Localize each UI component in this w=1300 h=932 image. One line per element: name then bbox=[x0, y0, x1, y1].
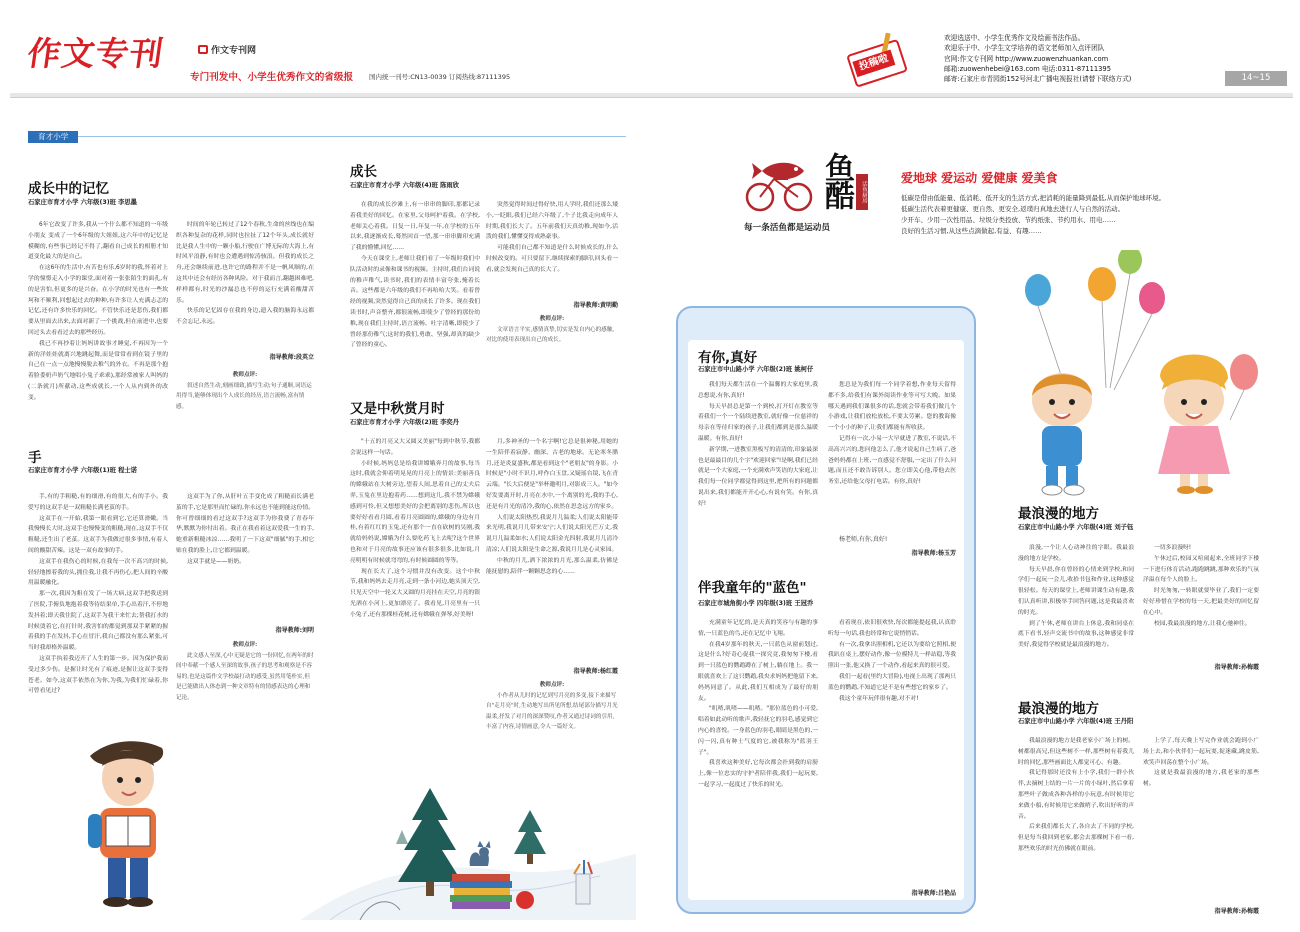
masthead-tagline: 专门刊发中、小学生优秀作文的省级报 bbox=[190, 72, 354, 83]
article-body-col2: 上学了,每天晚上写完作业就会跑到小广场上去,和小伙伴们一起玩耍,捉迷藏,跳皮筋,欢笑声回荡在整个小广场。 这就是我最浪漫的地方,我老家的那些树。 bbox=[1143, 738, 1259, 788]
masthead bbox=[0, 0, 1300, 118]
site-logo: 作文专刊网 bbox=[198, 43, 256, 56]
article-title: 又是中秋赏月时 bbox=[350, 401, 445, 417]
book-icon bbox=[198, 45, 208, 54]
balloon bbox=[1230, 354, 1258, 390]
balloon bbox=[1088, 267, 1116, 301]
ad-brand-seal: 活鱼厨房 bbox=[856, 174, 868, 210]
teacher-comment: 教师点评: 小作者从儿时的记忆到写月亮的多变,接下来描写自"走月亮"时,生动地写出所见所想,结尾部分描写月光温柔,抒发了对月的深深赞叹,作者又通过诗词的引用,丰富了内容,诗情画意,令人一篇好文。 bbox=[486, 682, 618, 731]
teacher-comment: 教师点评: 文章语言平实,感情真挚,切实是发自内心的感触,对比的使用表现出自己的成长。 bbox=[486, 316, 615, 344]
teacher-credit: 指导教师:杨红霞 bbox=[573, 668, 618, 675]
teacher-comment: 教师点评: 叙述自然生动,刻画细致,描写生动;句子通顺,词语运用得当,能够体现出个人成长的经历,语言流畅,富有情感。 bbox=[176, 372, 312, 410]
teacher-credit: 指导教师:刘明 bbox=[275, 627, 314, 634]
article-author: 石家庄市中山路小学 六年级(4)班 刘子钰 bbox=[1018, 524, 1134, 531]
masthead-logo: 作文专刊 bbox=[24, 34, 167, 73]
article-signoff: 杨老师,有你,真好! bbox=[839, 536, 888, 543]
article-body: 充满童年记忆的,是天真的笑容与有趣的事情,一只蓝色的鸟,还在记忆中飞翔。 在我4岁那年的秋天,一只蓝色从窗前划过,这是什么?好奇心促我一探究竟,我匆匆下楼,看到一只蓝色的鹦鹉蹲在了树上,躺在地上。我一眼就喜欢上了这只鹦鹉,我央求妈妈把他留下来,妈妈同意了。从此,我们互相成为了最好的朋友。 "叽喳,叽喳——叽喳。"那位蓝色的小可爱,唱着如此动听的歌声,我轻抚它的羽毛,感觉到它内心的喜悦。一身蓝色的羽毛,眼睛是黑色的,一闪一闪,真有种士气度的它,被我称为"蓝羽王子"。 我喜欢这种美好,它每次都会扑到我的肩膀上,像一位忠实的守护者陪伴我,我们一起玩耍,一起学习,一起度过了快乐的时光。 bbox=[698, 620, 818, 788]
reading-boy-illustration bbox=[80, 716, 180, 916]
article-title: 有你,真好 bbox=[698, 350, 758, 366]
article-body: 我最浪漫的地方是我老家小广场上的树。树都很高兄,但这些树不一样,那些树有着我儿时的回忆,那些画面比人都觉可心、有趣。 我记得那时还没有上小学,我们一群小伙伴,去摘树上结的一片一片的小绿叶,然后拿着那些叶子做成各种各样的小玩意,有时候用它来做小船,有时候用它来做哨子,吹出好听的声音。 后来我们都长大了,各自去了不同的学校,但是每当我回到老家,都会去那棵树下看一看,那些欢乐的时光仿佛就在眼前。 bbox=[1018, 738, 1134, 852]
article-title: 手 bbox=[28, 450, 42, 466]
ad-block bbox=[744, 150, 1259, 246]
article-author: 石家庄市城角街小学 四年级(3)班 王冠乔 bbox=[698, 600, 814, 607]
balloon-kids-illustration bbox=[990, 250, 1270, 498]
article-title: 伴我童年的"蓝色" bbox=[698, 580, 807, 596]
article-title: 最浪漫的地方 bbox=[1018, 701, 1099, 717]
ad-slogan: 每一条活鱼都是运动员 bbox=[744, 223, 830, 233]
article-body-col2: 看着现在,依旧很欢快,每次都能提起我,认真聆听每一句话,我也经常和它说悄悄话。 有一次,我拿出照相机,它还以为要给它照相,便我趴在桌上,摆好动作,像一位模特儿一样站稳,等我照出一张,他又换了一个动作,看起来真的很可爱。 我们一起看(里约大冒险),电视上出现了那两只蓝色的鹦鹉,不知道它是不是有些想它的家乡了。 我这个童年玩伴很有趣,对不对! bbox=[828, 620, 956, 702]
teacher-credit: 指导教师:孙梅霞 bbox=[1214, 908, 1259, 915]
article-author: 石家庄市中山路小学 六年级(2)班 姚柯仔 bbox=[698, 366, 814, 373]
child-left bbox=[1032, 373, 1092, 495]
contact-info: 欢迎选送中、小学生优秀作文及绘画书法作品。 欢迎乐于中、小学生文学培养的语文老师加入点评团队 官网:作文专刊网 http://www.zuowenzhuankan.com 邮箱:zuowenhebei@163.com 电话:0311-87111395 邮寄:石家庄市青园街152号河北广播电视报社(请替下联络方式) bbox=[944, 34, 1132, 84]
header-rule-dark bbox=[10, 97, 1293, 98]
submission-stamp: 投稿啦 bbox=[842, 32, 913, 94]
ad-headline: 爱地球 爱运动 爱健康 爱美食 bbox=[901, 171, 1058, 185]
teacher-credit: 指导教师:段英立 bbox=[269, 354, 314, 361]
fish-bicycle-logo bbox=[744, 153, 814, 215]
article-body: "十五的月亮又大又圆又美丽"每到中秋节,我都会说这样一句话。 小时候,妈妈总是给我讲嫦娥奔月的故事,每当这时,我就会仰着明晃晃的月亮上的情景:美丽善良的嫦娥站在大树旁边,望着人间,思着自己的丈夫后羿,玉兔在里边抱着药……想到这儿,我不禁为嫦娥感到可怜,但又想想美好的会把离别的悲伤,所以也要好好看看月圆,看着月亮圆圆的,嫦娥的身边有月桂,有着红红的玉兔,还有那个一直在砍树的吴刚,我就给妈妈说,嫦娥为什么要吃药飞上去呢?这个世界也和对于月亮的故事还应该有很多很多,比如说,月亮明明有时候就弯弯的,有时候圆圆的等等。 现在长大了,这个习惯并没有改变。这个中秋节,我和妈妈去走月亮,走到一条小河边,她头顶天空,只见天空中一轮又大又圆的月亮挂在天空,月亮的银光洒在小河上,更加漂亮了。我看见,月亮里有一只小兔子,还有那棵桂花树,还有嫦娥在弹琴,好美呀! bbox=[350, 439, 480, 618]
article-author: 石家庄市育才小学 六年级(2)班 李奕丹 bbox=[350, 419, 459, 426]
article-body-col2: 您总是为我们每一个同学着想,作业每天留得都不多,给我们有课外阅读作业等可写大晚。如果哪天遇到我们课很多的话,您就会带着我们做几个小游戏,让我们放松放松,不要太劳累。您的教诲像一个小小的种子,让我们都能有所收获。 记得有一次,小易一大早就进了教室,不说话,不高高兴兴的,您问他怎么了,他才说起自己生病了,爸爸妈妈都在上班,一直感觉不舒服,一定出了什么问题,而且还不敢告诉别人。您立即关心他,带他去医务室,还给他父母打电话。有你,真好! bbox=[828, 382, 956, 486]
article-author: 石家庄市育才小学 六年级(3)班 李思墨 bbox=[28, 199, 137, 206]
page-number: 14~15 bbox=[1225, 71, 1287, 86]
article-title: 成长中的记忆 bbox=[28, 181, 109, 197]
article-author: 石家庄市育才小学 六年级(1)班 程士诺 bbox=[28, 467, 137, 474]
article-body: 手,有的手粗糙,有的细滑,有的很大,有的手小。我爱写的这双手是一双粗糙长满老茧的手。 这双手在一开始,我第一眼看到它,它还算滑嫩。当我慢慢长大时,这双手也慢慢变的粗糙,现在,这双手不仅粗糙,还生出了老茧。这双手为我做过很多事情,有着人间的酸甜苦辣。这是一双有故事的手。 这双手在我伤心的时候,在我每一次不高兴的时候,轻轻地擦着我的头,拥住我,让我不再伤心,把人间的辛酸用温暖融化。 那一次,我因为粗在发了一场大病,这双手把我送到了医院,手俯负地抱着我等待结果单,手心出着汗,不停地发抖着;即天我住院了,这双手为我干来忙去;帮我打水的时候烫着它,在打针时,我害怕的都觉到那双手紧紧的握着我的手在发抖,手心在冒汗,我自己都没有那么紧张,可当时我却格外温暖。 这双手执着我迈开了人生的第一步。因为保护我而受过多少伤。是握让时光有了痕迹,是握让这双手变得苍老。如今,这双手依然在为你,为我,为我们忙碌着,你可曾看见过? bbox=[28, 494, 168, 695]
teacher-comment: 教师点评: 此文感人至深,心中无疑是它的一份回忆,在两年的时间中奉献一个感人至深的故事,孩子的思考和观察是不容易的,也是这篇作文学校最打动的感受,虽然用笔朴实,但是已能做出人体态到一种文章特有的情感表达的心理和记论。 bbox=[176, 642, 314, 701]
article-body-col2: 突然觉得时间过得好快,用人学时,我们还那么矮小,一眨眼,我们已经六年级了,个子比我走向成年人时期,我们长大了。五年前我们天真幼稚,现如今,活泼的我们,懂懂变得成熟豪事。 可能我们自己都不知道是什么时候成长的,什么时候改变的。可只要留下,继续探索的脚印,回头看一看,就会发现自己真的长大了。 bbox=[486, 202, 618, 273]
article-body: 我们每天都生活在一个温馨的大家庭里,我总想说,有你,真好! 每天早晨总是第一个到校,打开灯在教室等着我们一个一个陆续进教室,就好像一位慈祥的母亲在等待归家的孩子,让我们都到是那么温暖温暖。有你,真好! 新学期,一进教室黑板写的清清的,印象最深也是最最目的几个字"欢迎回家"!是啊,我们已经就是一个大家庭,一个充满欢声笑语的大家庭,让我们每一位同学都觉得到这里,把所有的问题都说出来,我们都能开开心心,有说有笑。有你,真好! bbox=[698, 382, 818, 507]
balloon bbox=[1139, 282, 1165, 314]
article-body: 在我的成长沙滩上,有一串串的脚印,那都记录着我美好的回忆。在家里,父母呵护着我。在学校,老师关心着我。日复一日,年复一年,在学校的五年以来,我逐渐成长,蓦然回首一望,那一串串脚印充满了我的懵懂,回忆…… 今天在课堂上,老师让我们看了一年级时我们中队活动时的录像和课书的视频。主持时,我们台词说的稚声稚气,读书时,我们的表情丰富夸张,掩着长音。这些都是六年级的我们不再哈哈大笑。看着曾经的视频,突然觉得自己真的成长了许多。现在我们读书时,声音整齐,都很流畅,即使少了曾经的那份幼稚,现在我们主持时,语言流畅、吐字清晰,即使少了曾经那份稚气;这时的我们,勇敢、坚强,却真的缺少了曾经的童心。 bbox=[350, 202, 480, 349]
teacher-credit: 指导教师:吕艳品 bbox=[911, 890, 956, 897]
balloon bbox=[1118, 250, 1142, 274]
article-body-col2: 一切多浪漫呀! 午休过后,校园又喧闹起来,全班同学下楼一下进行体育活动,跑跑跳跳,那种欢乐的气氛洋溢在每个人的脸上。 时光匆匆,一转眼就要毕业了,我们一定要好好珍惜在学校的每一天,把最美好的回忆留在心中。 校园,我最浪漫的地方,让我心驰神往。 bbox=[1143, 545, 1259, 627]
child-right bbox=[1158, 355, 1230, 495]
article-body-col2: 这双手为了你,从肝叶五手变化成了粗糙而长满老茧的手,它是那里而忙碌的,你永远也不能到能这份情。你可曾细细的看过这双手?这双手为你我费了青春年华,默默为你付出着。我正在我看着这双爱我一生的手,她重新粗糙冰凉……我明了一下这双"细腻"的手,相它贴在我的脸上,让它都到温暖。 这双手就是——奶奶。 bbox=[176, 494, 314, 565]
issn-line: 国内统一刊号:CN13-0039 订阅热线:87111395 bbox=[369, 73, 511, 81]
article-body: 浪漫,一个让人心动神往的字眼。我最浪漫的地方是学校。 每天早晨,你在曾经的心情来到学校,和同学们一起玩一会儿,收拾书包和作业,这种感觉很轻松。每天的课堂上,老师讲课生动有趣,我们认真听讲,积极举手回答问题,这是我最喜欢的时光。 到了午休,老师在讲台上休息,我和同桌在底下看书,轻声交流书中的故事,这种感觉非常美好,我觉得学校就是最浪漫的地方。 bbox=[1018, 545, 1134, 649]
teacher-credit: 指导教师:杨玉芳 bbox=[911, 550, 956, 557]
teacher-credit: 指导教师:黄明勤 bbox=[573, 302, 618, 309]
article-title: 成长 bbox=[350, 164, 377, 180]
article-body: 6年它改变了许多,我从一个什么都不知道的一年级小朋友 变成了一个6年级的大姐姐,这六年中的记忆是模糊的,有些事已经记不得了,翻看自己成长的相册才知道变化最大的是自己。 在这6年的生活中,有苦也有乐,6岁时的我,怀着对上学的憧憬走入小学的课堂,面对着一张张陌生的面孔,有的是害怕,但更多的是兴奋。在小学的时光也有一些坎坷和不顺利,回想起过去的种种,有许多让人充满忐忑的记忆,还有许多快乐的回忆。不管快乐还是悲伤,我们都要从里面去出来,去面对新了一个挑战,但在前进中,也要回过头去看看过去的那些经历。 我已不再抄着让妈妈讲故事才睡觉,不再因为一个新的洋娃娃就离兴地跳起舞,而是常常看到在镜子里的自己在一点一点地慢慢脱去稚气的外衣。不再是那个抱着脸委奶声奶气地唱小兔子乖乖),那经常被家人叫妈的(二条就月)所献动,这些成就长,一个人从内到外的改变。 bbox=[28, 222, 168, 401]
article-body-col2: 月,多神圣的一个名字啊!它总是很神秘,用她的一生陪伴着寂静、幽深、古老的地球。无论寒冬腊月,还是炎夏盛秋,都是看到这个"老朋友"的身影。小时候是"小时不识月,呼作白玉盘,又疑瑶台镜,飞在青云端。"长大后便是"举杯邀明月,对影成三人。"如今好发要离开时,月亮在水中,一个离别的光,我的手心,还是有月光的清冷,我的心,依然在思念远方的家乡。 人们说太阳热烈,我说月儿温柔;人们说太阳能带来光明,我说月儿带来安宁;人们说太阳光芒万丈,我说月儿温柔如水;人们说太阳金光四射,我说月儿清冷清凉;人们说太阳是生命之源,我说月儿是心灵家园。 中秋的月儿,洒下浓浓的月光,那么温柔,仿佛是能抚慰的,陪伴一颗颗思念的心…… bbox=[486, 439, 618, 575]
section-tag: 育才小学 bbox=[28, 124, 626, 137]
ad-brand: 鱼酷 bbox=[819, 152, 854, 208]
ad-copy: 低碳是借由低能量、低消耗、低开支的生活方式,把消耗的能量降到最低,从而保护地球环境。 低碳生活代表着更健康、更自然、更安全,返璞归真地去进行人与自然的活动。 少开车、少用一次性用品、垃圾分类投放、节约纸张、节约用水、用电…… 良好的生活习惯,从这些点滴做起,有益、有趣…… bbox=[901, 194, 1166, 235]
article-author: 石家庄市育才小学 六年级(4)班 陈雨欣 bbox=[350, 182, 459, 189]
article-title: 最浪漫的地方 bbox=[1018, 506, 1099, 522]
winter-books-illustration bbox=[300, 770, 636, 920]
teacher-credit: 指导教师:孙梅霞 bbox=[1214, 664, 1259, 671]
article-body-col2: 时间的年轮已转过了12个春秋,生命的丝线也在编织各种复杂的花样,同时也拉扯了12个年头,成长就好比是我人生中的一颗小船,行驶在广博无际的大海上,有时风平浪静,有时也会遭遇到惊涛骇浪。但我的成长之舟,还会继续前进,也许它的路程并不是一帆风顺的,在这其中还会有经历各种风险。对于我而言,翻越困难吧,样样都有,时光的沙漏总也不停的运行充满着酸甜苦乐。 快乐的记忆固存在我的身边,遗入我的脑海永远都不会忘记,永远。 bbox=[176, 222, 314, 326]
balloon bbox=[1025, 274, 1051, 306]
article-author: 石家庄市中山路小学 六年级(4)班 王丹阳 bbox=[1018, 718, 1134, 725]
